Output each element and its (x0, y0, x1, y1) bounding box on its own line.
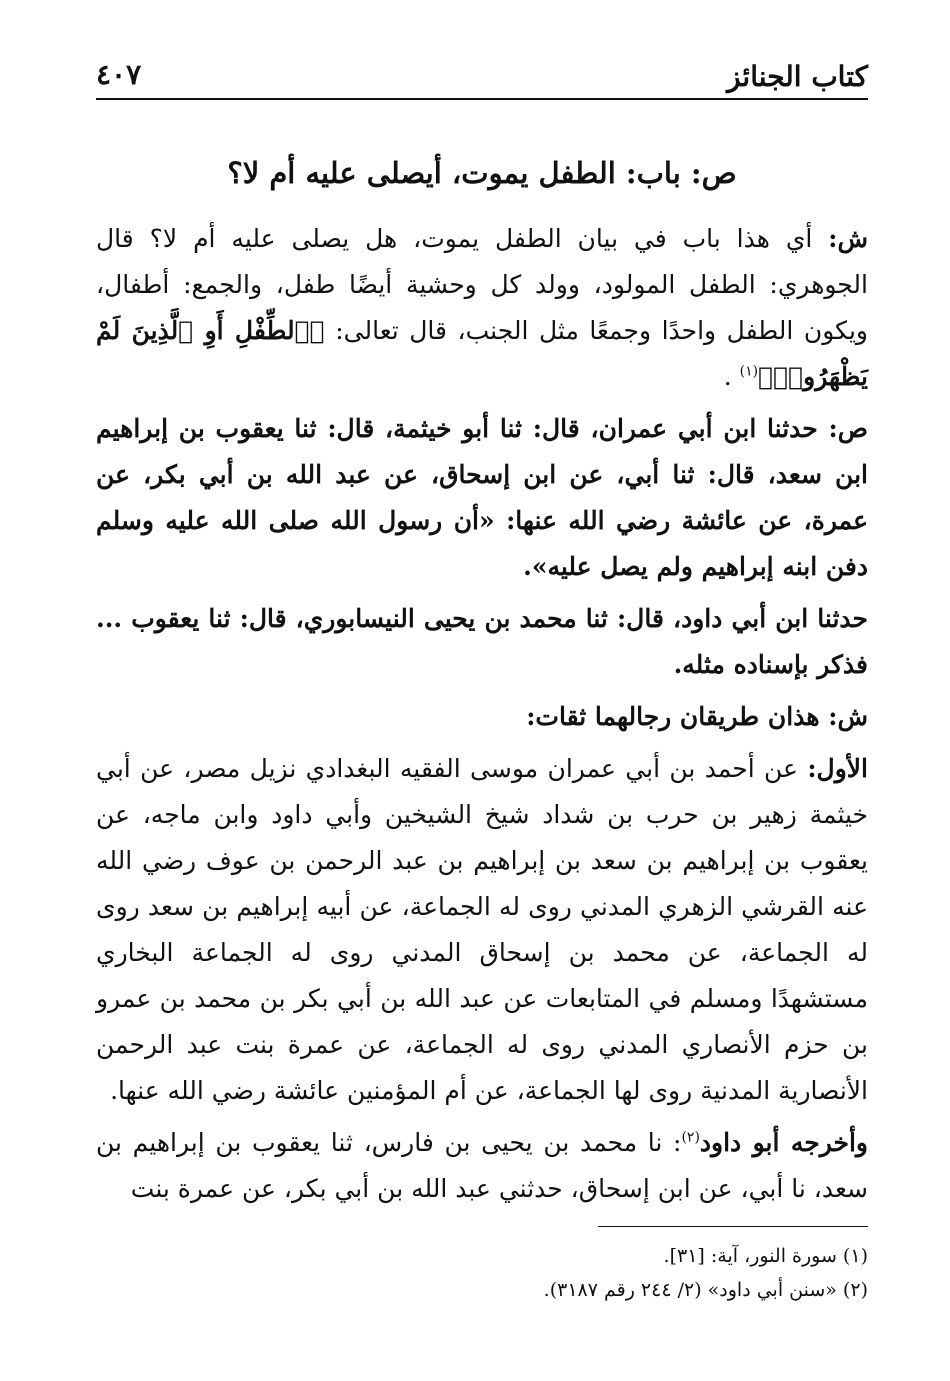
text-marker: ص: (828, 414, 868, 443)
running-title: كتاب الجنائز (726, 60, 868, 93)
page-header (96, 52, 868, 100)
paragraph-text: حدثنا ابن أبي عمران، قال: ثنا أبو خيثمة، قال: ثنا يعقوب بن إبراهيم ابن سعد، قال: ثنا أبي، عن ابن إسحاق، عن عبد الله بن أبي بكر، عن عمرة، عن عائشة رضي الله عنها: «أن رسول الله صلى الله عليه وسلم دفن ابنه إبراهيم ولم يصل عليه». (96, 414, 868, 581)
commentary-paragraph (96, 694, 868, 740)
quran-verse: ﴿ٱلطِّفْلِ أَوِ ٱلَّذِينَ لَمْ يَظْهَرُوا۟﴾ (96, 316, 868, 391)
hadith-text-paragraph (96, 596, 868, 688)
takhrij-paragraph (96, 1120, 868, 1212)
footnote-ref: (٢) (681, 1129, 700, 1146)
paragraph-text: : نا محمد بن يحيى بن فارس، ثنا يعقوب بن إبراهيم بن سعد، نا أبي، عن ابن إسحاق، حدثني عبد الله بن أبي بكر، عن عمرة بنت (96, 1128, 868, 1203)
hadith-text-paragraph (96, 406, 868, 590)
takhrij-marker: وأخرجه أبو داود (699, 1128, 868, 1157)
chain-paragraph (96, 746, 868, 1114)
footnote-separator (598, 1226, 868, 1227)
footnote: (١) سورة النور، آية: [٣١]. (663, 1245, 868, 1267)
paragraph-end: . (723, 362, 732, 391)
footnote-ref: (١) (739, 363, 759, 380)
commentary-marker: ش: (828, 224, 869, 253)
chapter-heading: ص: باب: الطفل يموت، أيصلى عليه أم لا؟ (227, 156, 737, 190)
paragraph-text: حدثنا ابن أبي داود، قال: ثنا محمد بن يحيى النيسابوري، قال: ثنا يعقوب ... فذكر بإسناده مثله. (96, 604, 868, 679)
paragraph-text: عن أحمد بن أبي عمران موسى الفقيه البغدادي نزيل مصر، عن أبي خيثمة زهير بن حرب بن شداد شيخ الشيخين وأبي داود وابن ماجه، عن يعقوب بن إبراهيم بن سعد بن إبراهيم بن عبد الرحمن بن عوف رضي الله عنه القرشي الزهري المدني روى له الجماعة، عن أبيه إبراهيم بن سعد روى له الجماعة، عن محمد بن إسحاق المدني روى له الجماعة البخاري مستشهدًا ومسلم في المتابعات عن عبد الله بن أبي بكر بن محمد بن عمرو بن حزم الأنصاري المدني روى له الجماعة، عن عمرة بنت عبد الرحمن الأنصارية المدنية روى لها الجماعة، عن أم المؤمنين عائشة رضي الله عنها. (96, 754, 868, 1105)
page-number: ٤٠٧ (96, 58, 142, 91)
paragraph-text: أي هذا باب في بيان الطفل يموت، هل يصلى عليه أم لا؟ قال الجوهري: الطفل المولود، وولد كل وحشية أيضًا طفل، والجمع: أطفال، ويكون الطفل واحدًا وجمعًا مثل الجنب، قال تعالى: (96, 224, 868, 345)
commentary-marker: ش: (828, 702, 868, 731)
paragraph-text: هذان طريقان رجالهما ثقات: (526, 702, 820, 731)
footnote: (٢) «سنن أبي داود» (٢/ ٢٤٤ رقم ٣١٨٧). (543, 1279, 868, 1301)
commentary-paragraph (96, 216, 868, 400)
page-content (96, 150, 868, 1307)
first-chain-marker: الأول: (807, 754, 868, 783)
